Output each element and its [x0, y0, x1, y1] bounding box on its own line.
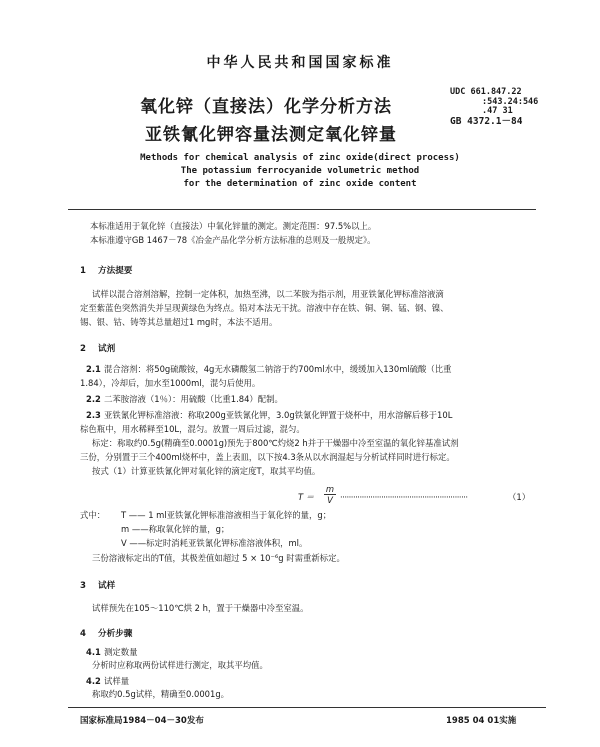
issued-date: 国家标准局1984－04－30发布: [80, 716, 204, 726]
english-title-line-2: The potassium ferrocyanide volumetric method: [180, 166, 420, 176]
formula-leader-dots: ···························································: [340, 492, 468, 502]
item-4-1-text: 分析时应称取两份试样进行测定，取其平均值。: [92, 660, 268, 670]
item-4-2: [86, 676, 129, 687]
classification-block: [450, 88, 538, 126]
item-2-3-line-1: 亚铁氰化钾标准溶液：称取200g亚铁氰化钾，3.0g铁氰化钾置于烧杯中，用水溶解后移于10L: [104, 410, 453, 420]
item-4-1-number: 4.1: [86, 647, 101, 657]
item-2-3-line-4: 三份，分别置于三个400ml烧杯中，盖上表皿，以下按4.3条从以水润湿起与分析试样同时进行标定。: [80, 452, 455, 462]
title-line-1: 氧化锌（直接法）化学分析方法: [140, 97, 392, 117]
item-2-1-line-1: 混合溶剂：将50g硫酸铵，4g无水磷酸氢二钠溶于约700ml水中，缓缓加入130ml硫酸（比重: [104, 364, 452, 374]
section-3-text: 试样预先在105～110℃烘 2 h，置于干燥器中冷至室温。: [92, 603, 309, 613]
section-1-title: 方法提要: [98, 266, 133, 276]
section-4-number: 4: [80, 629, 86, 639]
item-2-1-line-2: 1.84），冷却后，加水至1000ml，混匀后使用。: [80, 378, 261, 388]
formula-numerator: m: [325, 484, 335, 494]
item-2-1-number: 2.1: [86, 364, 101, 374]
formula-tag: （1）: [508, 492, 531, 502]
standard-org-header: 中华人民共和国国家标准: [206, 55, 394, 71]
section-1-line-2: 定至紫蓝色突然消失并呈现黄绿色为终点。铅对本法无干扰。溶液中存在铁、铜、铜、锰、钢、镍、: [80, 303, 449, 313]
extreme-note: 三份溶液标定出的T值，其极差值如超过 5 × 10⁻⁶g 时需重新标定。: [92, 553, 345, 563]
item-4-2-number: 4.2: [86, 676, 101, 686]
section-2-heading: [80, 342, 115, 354]
section-2-number: 2: [80, 344, 86, 354]
section-3-heading: [80, 579, 115, 591]
formula-denominator: V: [327, 495, 333, 505]
section-1-heading: [80, 264, 132, 276]
intro-line-2: 本标准遵守GB 1467－78《冶金产品化学分析方法标准的总则及一般规定》。: [90, 235, 376, 245]
section-1-line-3: 锡、银、钴、铸等其总量超过1 mg时，本法不适用。: [80, 317, 278, 327]
effective-date: 1985 04 01实施: [446, 716, 517, 726]
section-4-title: 分析步骤: [98, 629, 133, 639]
item-2-3: [86, 410, 452, 421]
gb-code: GB 4372.1－84: [450, 115, 523, 127]
formula-fraction: [324, 484, 336, 505]
udc-line-2: :543.24:546: [482, 96, 539, 107]
item-2-3-line-3: 标定：称取约0.5g(精确至0.0001g)预先于800℃灼烧2 h并于干燥器中冷至室温的氧化锌基准试剂: [92, 438, 459, 448]
section-2-title: 试剂: [98, 344, 116, 354]
footer-divider: [68, 707, 546, 708]
english-title-line-3: for the determination of zinc oxide content: [183, 179, 417, 189]
udc-line-1: UDC 661.847.22: [450, 87, 522, 97]
item-2-2-number: 2.2: [86, 394, 101, 404]
item-4-2-text: 称取约0.5g试样，精确至0.0001g。: [92, 689, 230, 699]
section-4-heading: [80, 627, 132, 639]
udc-line-3: .47 31: [482, 106, 513, 116]
item-2-2-text: 二苯胺溶液（1％）：用硫酸（比重1.84）配制。: [104, 394, 283, 404]
item-4-1: [86, 647, 138, 658]
section-3-number: 3: [80, 581, 86, 591]
section-1-number: 1: [80, 266, 86, 276]
item-2-2: [86, 394, 283, 405]
item-4-2-title: 试样量: [104, 676, 130, 686]
where-V: V ——标定时消耗亚铁氰化钾标准溶液体积，ml。: [121, 538, 308, 548]
title-line-2: 亚铁氰化钾容量法测定氧化锌量: [145, 125, 397, 145]
intro-line-1: 本标准适用于氧化锌（直接法）中氧化锌量的测定。测定范围：97.5%以上。: [90, 221, 377, 231]
item-2-1: [86, 364, 452, 375]
english-title-line-1: Methods for chemical analysis of zinc oxide(direct process): [140, 153, 460, 163]
formula-lhs: T ＝: [298, 492, 315, 502]
section-1-line-1: 试样以混合溶剂溶解，控制一定体积，加热至沸，以二苯胺为指示剂，用亚铁氰化钾标准溶液滴: [92, 289, 444, 299]
where-T: T —— 1 ml亚铁氰化钾标准溶液相当于氧化锌的量，g；: [121, 510, 332, 520]
item-2-3-line-5: 按式（1）计算亚铁氰化钾对氧化锌的滴定度T，取其平均值。: [92, 466, 321, 476]
item-4-1-title: 测定数量: [104, 647, 138, 657]
where-m: m ——称取氧化锌的量，g；: [121, 524, 230, 534]
item-2-3-line-2: 棕色瓶中，用水稀释至10L，混匀。放置一周后过滤，混匀。: [80, 424, 305, 434]
section-3-title: 试样: [98, 581, 116, 591]
where-label: 式中：: [80, 510, 106, 520]
item-2-3-number: 2.3: [86, 410, 101, 420]
top-divider: [68, 209, 536, 210]
